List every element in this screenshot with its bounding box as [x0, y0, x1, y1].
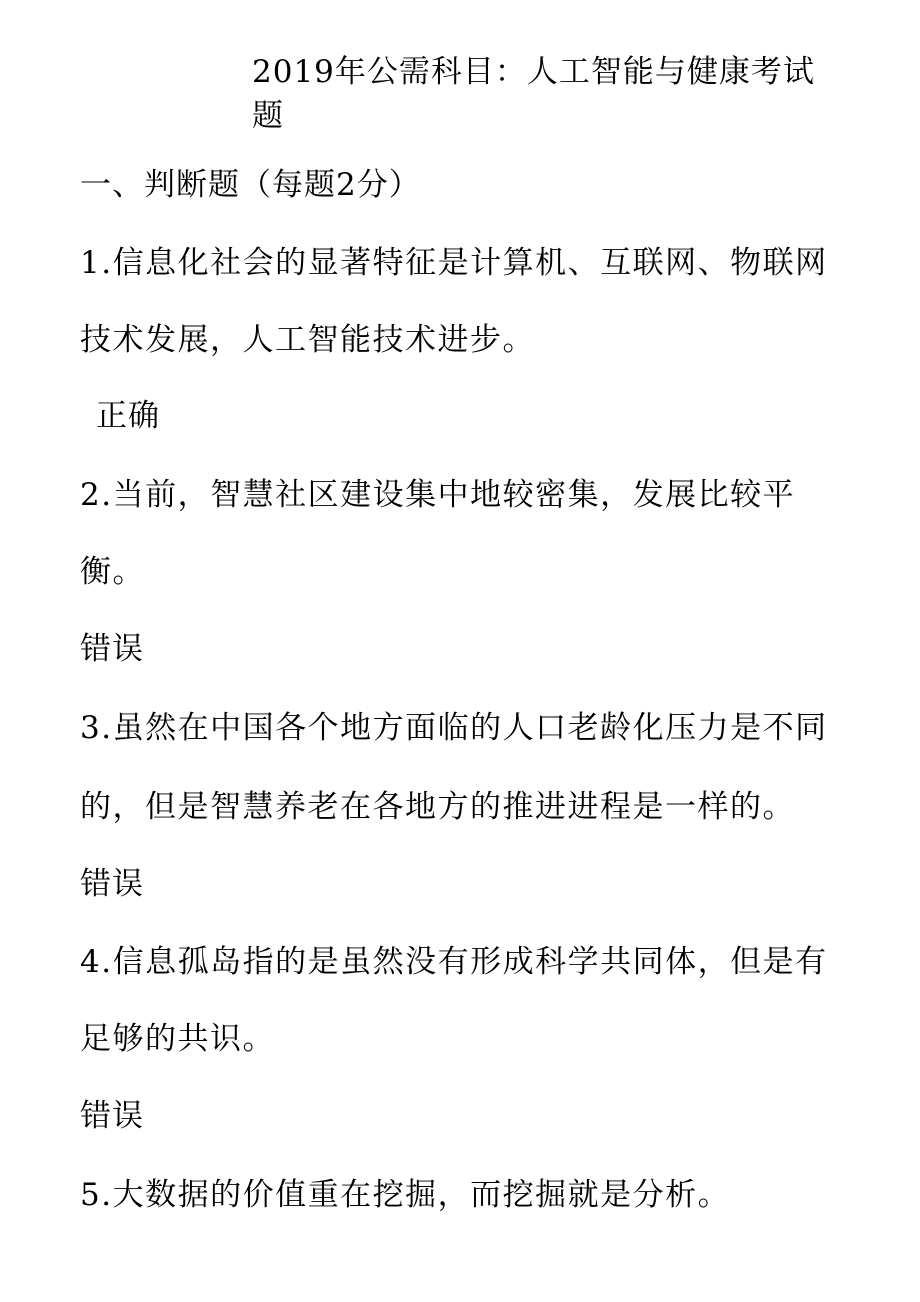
question-4-text-line-2: 足够的共识。 — [80, 1021, 275, 1057]
question-1-text-line-1: 1.信息化社会的显著特征是计算机、互联网、物联网 — [80, 245, 828, 281]
question-2-answer: 错误 — [80, 631, 144, 667]
question-5-text-line-1: 5.大数据的价值重在挖掘，而挖掘就是分析。 — [80, 1177, 731, 1213]
section-heading: 一、判断题（每题2分） — [80, 167, 421, 203]
question-1-answer: 正确 — [96, 398, 160, 434]
question-3-answer: 错误 — [80, 866, 144, 902]
question-3-text-line-1: 3.虽然在中国各个地方面临的人口老龄化压力是不同 — [80, 710, 828, 746]
question-4-text-line-1: 4.信息孤岛指的是虽然没有形成科学共同体，但是有 — [80, 944, 828, 980]
document-title-line-1: 2019年公需科目：人工智能与健康考试 — [252, 54, 815, 90]
question-2-text-line-2: 衡。 — [80, 554, 145, 590]
question-3-text-line-2: 的，但是智慧养老在各地方的推进进程是一样的。 — [80, 789, 795, 825]
document-title-line-2: 题 — [252, 98, 284, 134]
question-4-answer: 错误 — [80, 1098, 144, 1134]
question-2-text-line-1: 2.当前，智慧社区建设集中地较密集，发展比较平 — [80, 477, 796, 513]
question-1-text-line-2: 技术发展，人工智能技术进步。 — [80, 322, 535, 358]
document-title — [252, 50, 852, 138]
